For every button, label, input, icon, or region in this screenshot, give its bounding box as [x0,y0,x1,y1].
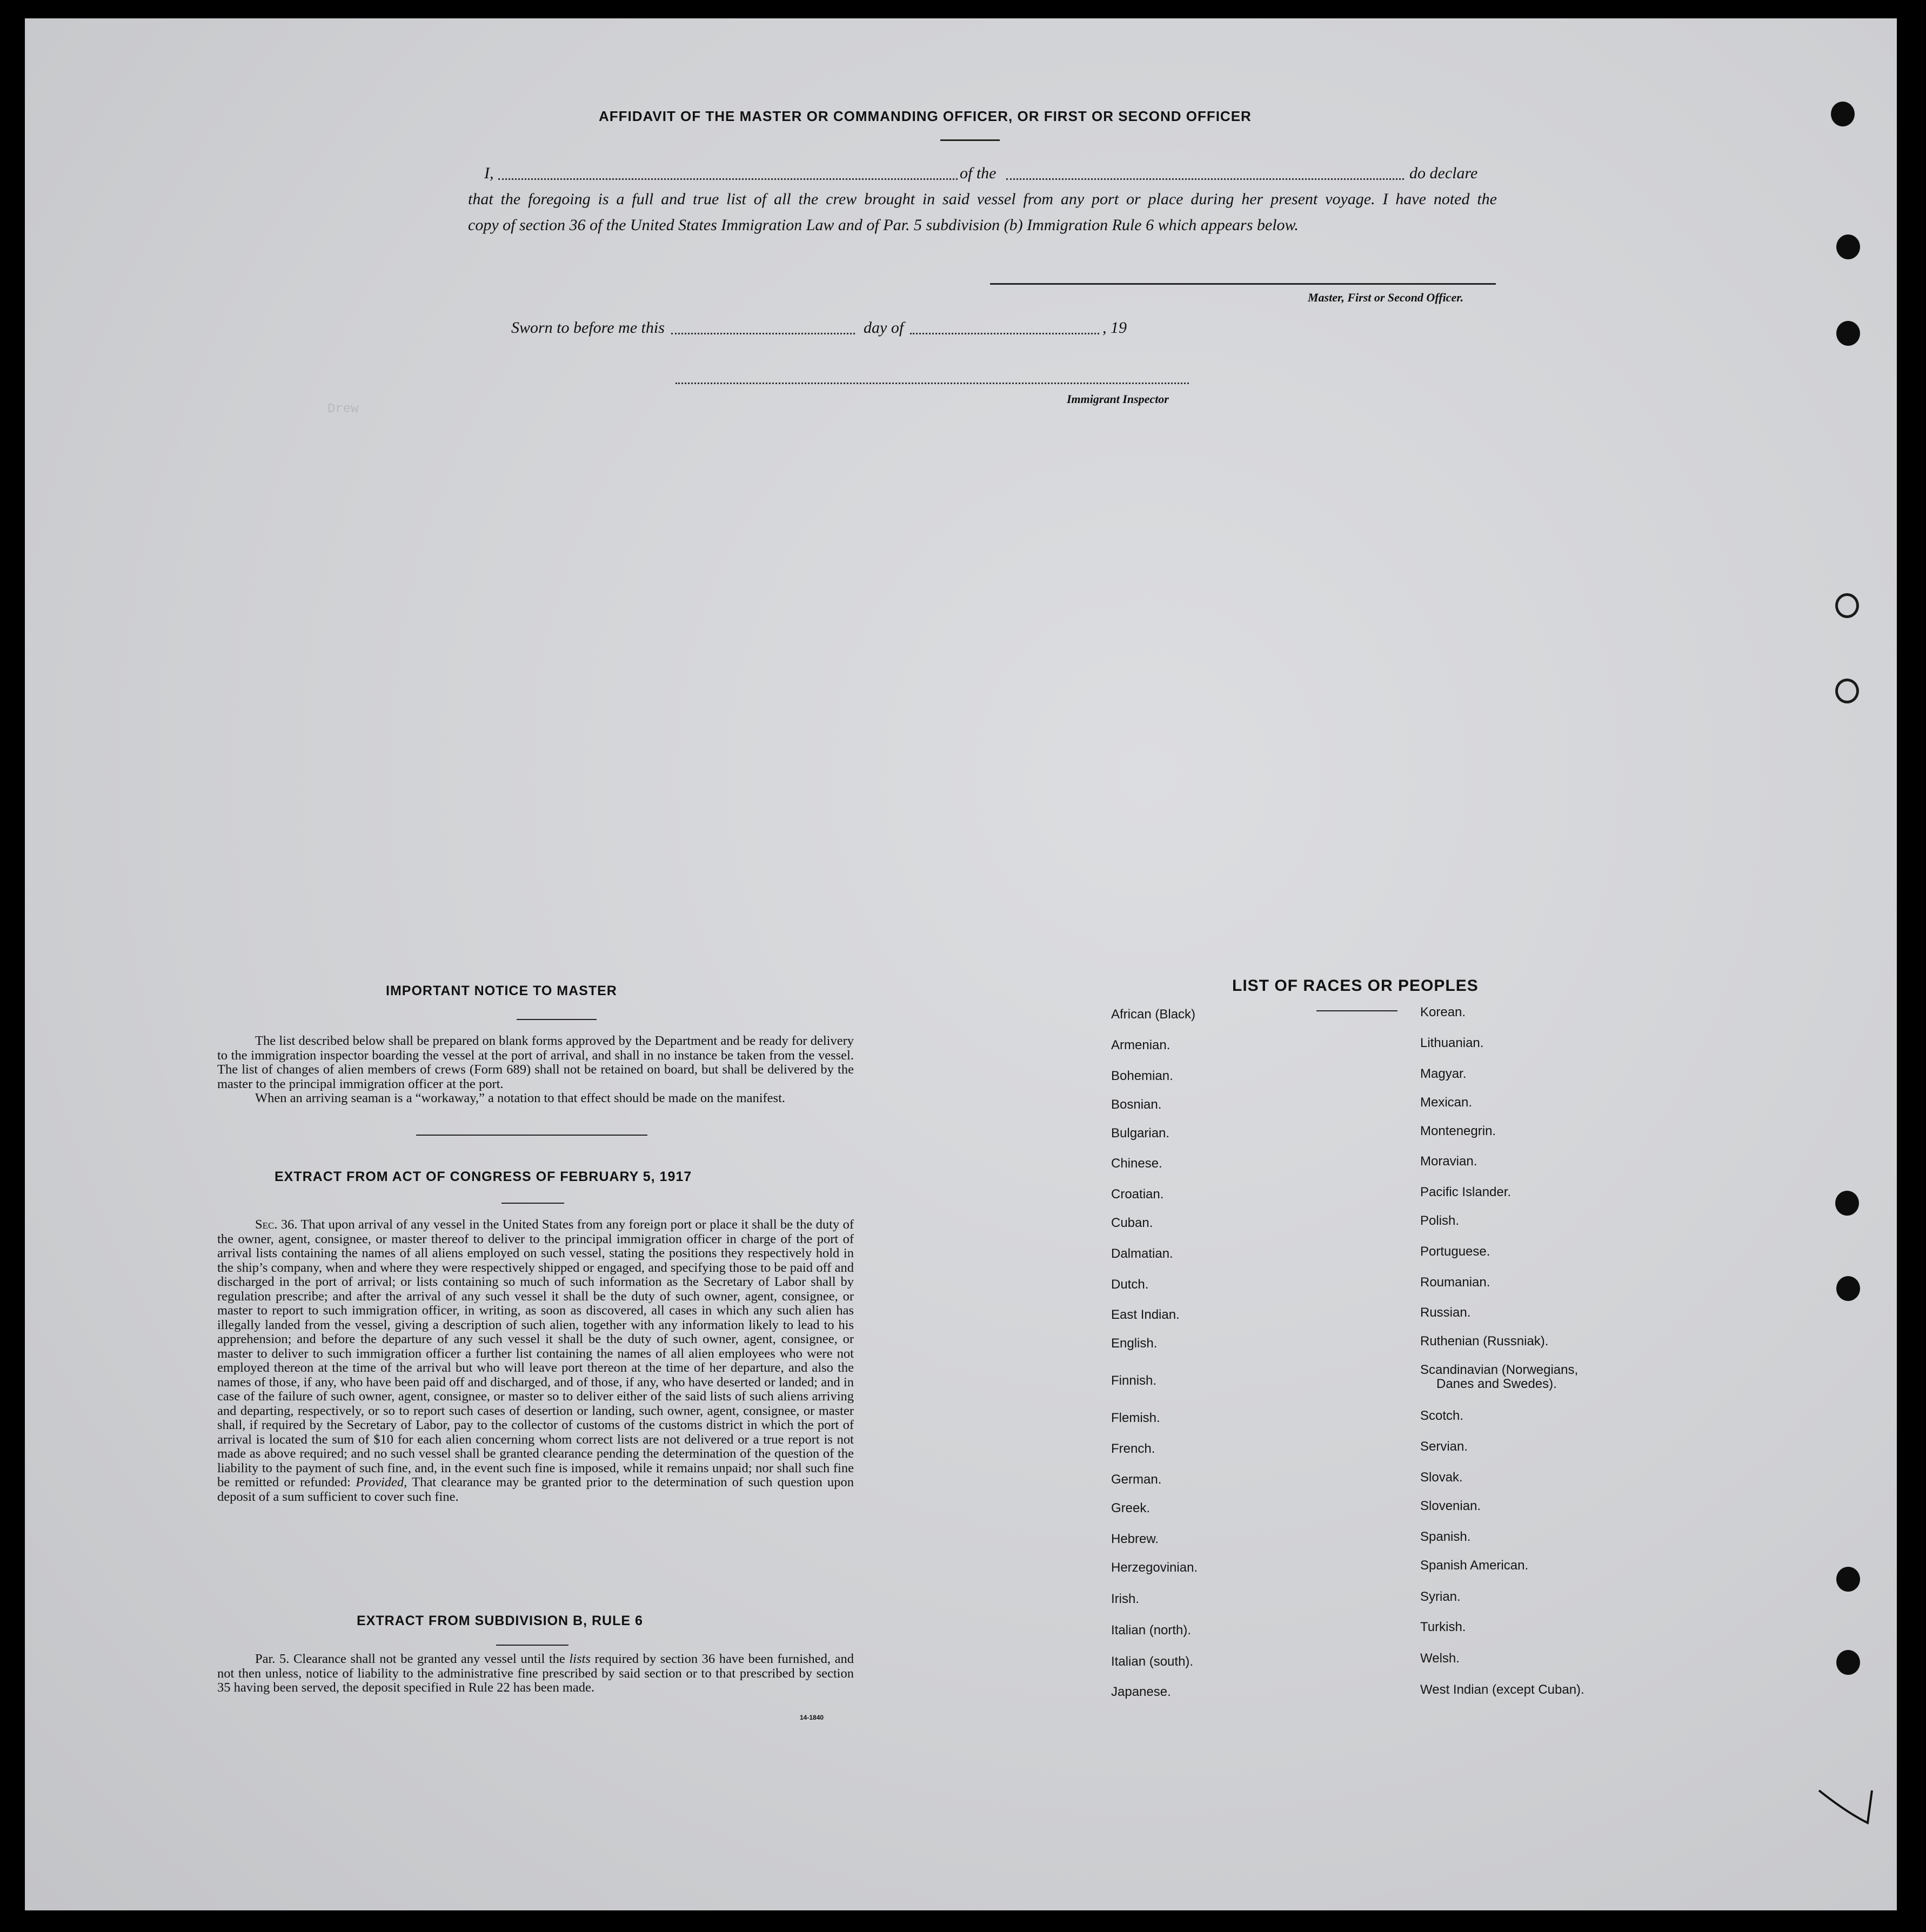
rule-text-end: required by section 36 have been furnished, and not then unless, notice of liability to the administrative fine prescribed by said section or to that prescribed by section 35 having been served, the deposit specified in Rule 22 has been made. [217,1652,854,1695]
race-item: African (Black) [1111,1007,1196,1022]
race-item: Armenian. [1111,1038,1171,1052]
lists-word: lists [569,1652,591,1666]
race-item: East Indian. [1111,1307,1180,1322]
race-item: Chinese. [1111,1156,1162,1171]
binder-hole [1836,1650,1860,1675]
race-item: Greek. [1111,1501,1151,1515]
sworn-label: Sworn to before me this [511,319,665,337]
affidavit-declare-label: do declare [1409,164,1478,182]
races-rule [1316,1010,1397,1011]
race-item: Dalmatian. [1111,1246,1173,1261]
notice-title: IMPORTANT NOTICE TO MASTER [386,983,617,998]
race-item: Servian. [1420,1439,1468,1454]
master-signature-line[interactable] [990,283,1496,285]
race-item: Magyar. [1420,1066,1467,1081]
race-item: Irish. [1111,1592,1140,1606]
race-item: German. [1111,1472,1162,1487]
affidavit-title: AFFIDAVIT OF THE MASTER OR COMMANDING OFFICER, OR FIRST OR SECOND OFFICER [599,108,1252,124]
affidavit-line-2: that the foregoing is a full and true list of all the crew brought in said vessel from any port or place during her present voyage. I have noted the [468,190,1497,208]
race-item: Ruthenian (Russniak). [1420,1334,1549,1349]
race-item: Polish. [1420,1213,1460,1228]
document-page [25,18,1897,1910]
race-item: Mexican. [1420,1095,1473,1110]
binder-hole [1836,321,1860,346]
race-item: West Indian (except Cuban). [1420,1682,1584,1697]
race-item: Portuguese. [1420,1244,1490,1259]
race-item: French. [1111,1441,1155,1456]
race-item: Japanese. [1111,1685,1171,1699]
vessel-field[interactable] [1006,178,1404,180]
bleed-through: Drew [327,402,1480,417]
binder-hole [1831,102,1855,126]
binder-hole-open [1835,679,1859,703]
binder-hole [1836,1276,1860,1301]
provided-word: Provided, [356,1475,407,1490]
affidavit-i-label: I, [484,164,494,182]
race-item: Hebrew. [1111,1532,1159,1546]
notice-body [217,1034,854,1106]
race-item: Scandinavian (Norwegians, [1420,1363,1579,1377]
sworn-day-field[interactable] [671,333,855,334]
inspector-signature-line[interactable] [676,383,1189,384]
affidavit-of-the-label: of the [960,164,997,182]
race-item: Flemish. [1111,1411,1160,1425]
section-36-text-end: That clearance may be granted prior to the determination of such question upon deposit of a sum sufficient to cover such fine. [217,1475,854,1504]
extract-rule-body [217,1652,854,1695]
race-item: Slovak. [1420,1470,1463,1485]
race-item: English. [1111,1336,1158,1351]
race-item: Welsh. [1420,1651,1460,1666]
affidavit-line-3: copy of section 36 of the United States Immigration Law and of Par. 5 subdivision (b) Immigration Rule 6 which appears below. [468,216,1299,234]
sworn-year-label: , 19 [1102,319,1127,337]
extract-act-title: EXTRACT FROM ACT OF CONGRESS OF FEBRUARY 5, 1917 [275,1169,692,1184]
rule-text-start: Par. 5. Clearance shall not be granted any vessel until the [255,1652,565,1666]
race-item: Lithuanian. [1420,1036,1484,1050]
race-item: Moravian. [1420,1154,1477,1169]
race-item: Pacific Islander. [1420,1185,1512,1199]
race-item: Korean. [1420,1005,1466,1019]
sworn-month-field[interactable] [910,333,1099,334]
binder-hole [1835,1191,1859,1216]
race-item: Roumanian. [1420,1275,1490,1290]
name-field[interactable] [498,178,958,180]
race-item: Finnish. [1111,1373,1157,1388]
race-item: Croatian. [1111,1187,1164,1202]
binder-hole-open [1835,593,1859,618]
races-title: LIST OF RACES OR PEOPLES [1232,977,1479,995]
extract-act-body [217,1218,854,1504]
notice-rule [517,1019,597,1020]
title-rule [940,139,1000,141]
race-item: Scotch. [1420,1408,1464,1423]
binder-hole [1836,1567,1860,1592]
race-item: Dutch. [1111,1277,1149,1292]
race-item: Cuban. [1111,1216,1153,1230]
form-number: 14-1840 [800,1714,824,1721]
sworn-day-of-label: day of [864,319,904,337]
notice-paragraph-1: The list described below shall be prepared on blank forms approved by the Department and be ready for delivery to the immigration inspector boarding the vessel at the port of arrival, and shall in no instance be taken from the vessel. The list of changes of alien members of crews (Form 689) shall not be retained on board, but shall be delivered by the master to the principal immigration officer at the port. [217,1034,854,1091]
extract-rule-title: EXTRACT FROM SUBDIVISION B, RULE 6 [357,1613,643,1628]
section-divider [416,1135,647,1136]
section-36-label: Sec. 36. [255,1217,298,1232]
race-item: Spanish American. [1420,1558,1529,1573]
race-item: Bulgarian. [1111,1126,1170,1141]
check-mark-icon [1814,1774,1889,1839]
race-item: Italian (north). [1111,1623,1192,1638]
race-item: Russian. [1420,1305,1471,1320]
race-item: Italian (south). [1111,1654,1194,1669]
binder-hole [1836,234,1860,259]
race-item: Bohemian. [1111,1069,1173,1083]
race-item: Slovenian. [1420,1499,1481,1513]
extract-act-rule [501,1203,564,1204]
race-item: Herzegovinian. [1111,1560,1198,1575]
inspector-caption: Immigrant Inspector [1067,392,1169,406]
master-signature-caption: Master, First or Second Officer. [1308,291,1464,304]
section-36-text: That upon arrival of any vessel in the United States from any foreign port or place it shall be the duty of the owner, agent, consignee, or master thereof to deliver to the principal immigration officer in charge of the port of arrival lists containing the names of all aliens employed on such vessel, stating the positions they respectively hold in the ship’s company, when and where they were respectively shipped or engaged, and specifying those to be paid off and discharged in the port of arrival; or lists containing so much of such information as the Secretary of Labor shall by regulation prescribe; and after the arrival of any such vessel it shall be the duty of such owner, agent, consignee, or master to report to such immigration officer, in writing, as soon as discovered, all cases in which any such alien has illegally landed from the vessel, giving a description of such alien, together with any information likely to lead to his apprehension; and before the departure of any such vessel it shall be the duty of such owner, agent, consignee, or master to deliver to such immigration officer a further list containing the names of all alien employees who were not employed thereon at the time of the arrival but who will leave port thereon at the time of her departure, and also the names of those, if any, who have been paid off and discharged, and of those, if any, who have deserted or landed; and in case of the failure of such owner, agent, consignee, or master so to deliver either of the said lists of such aliens arriving and departing, respectively, or so to report such cases of desertion or landing, such owner, agent, consignee, or master shall, if required by the Secretary of Labor, pay to the collector of customs of the customs district in which the port of arrival is located the sum of $10 for each alien concerning whom correct lists are not delivered or a true report is not made as above required; and no such vessel shall be granted clearance pending the determination of the question of the liability to the payment of such fine, and, in the event such fine is imposed, while it remains unpaid; nor shall such fine be remitted or refunded: [217,1217,854,1490]
race-item: Bosnian. [1111,1097,1162,1112]
race-item: Danes and Swedes). [1436,1377,1557,1391]
race-item: Turkish. [1420,1620,1466,1634]
race-item: Montenegrin. [1420,1124,1496,1138]
extract-rule-rule [496,1645,569,1646]
race-item: Syrian. [1420,1589,1461,1604]
notice-paragraph-2: When an arriving seaman is a “workaway,” a notation to that effect should be made on the manifest. [255,1091,786,1105]
race-item: Spanish. [1420,1530,1471,1544]
